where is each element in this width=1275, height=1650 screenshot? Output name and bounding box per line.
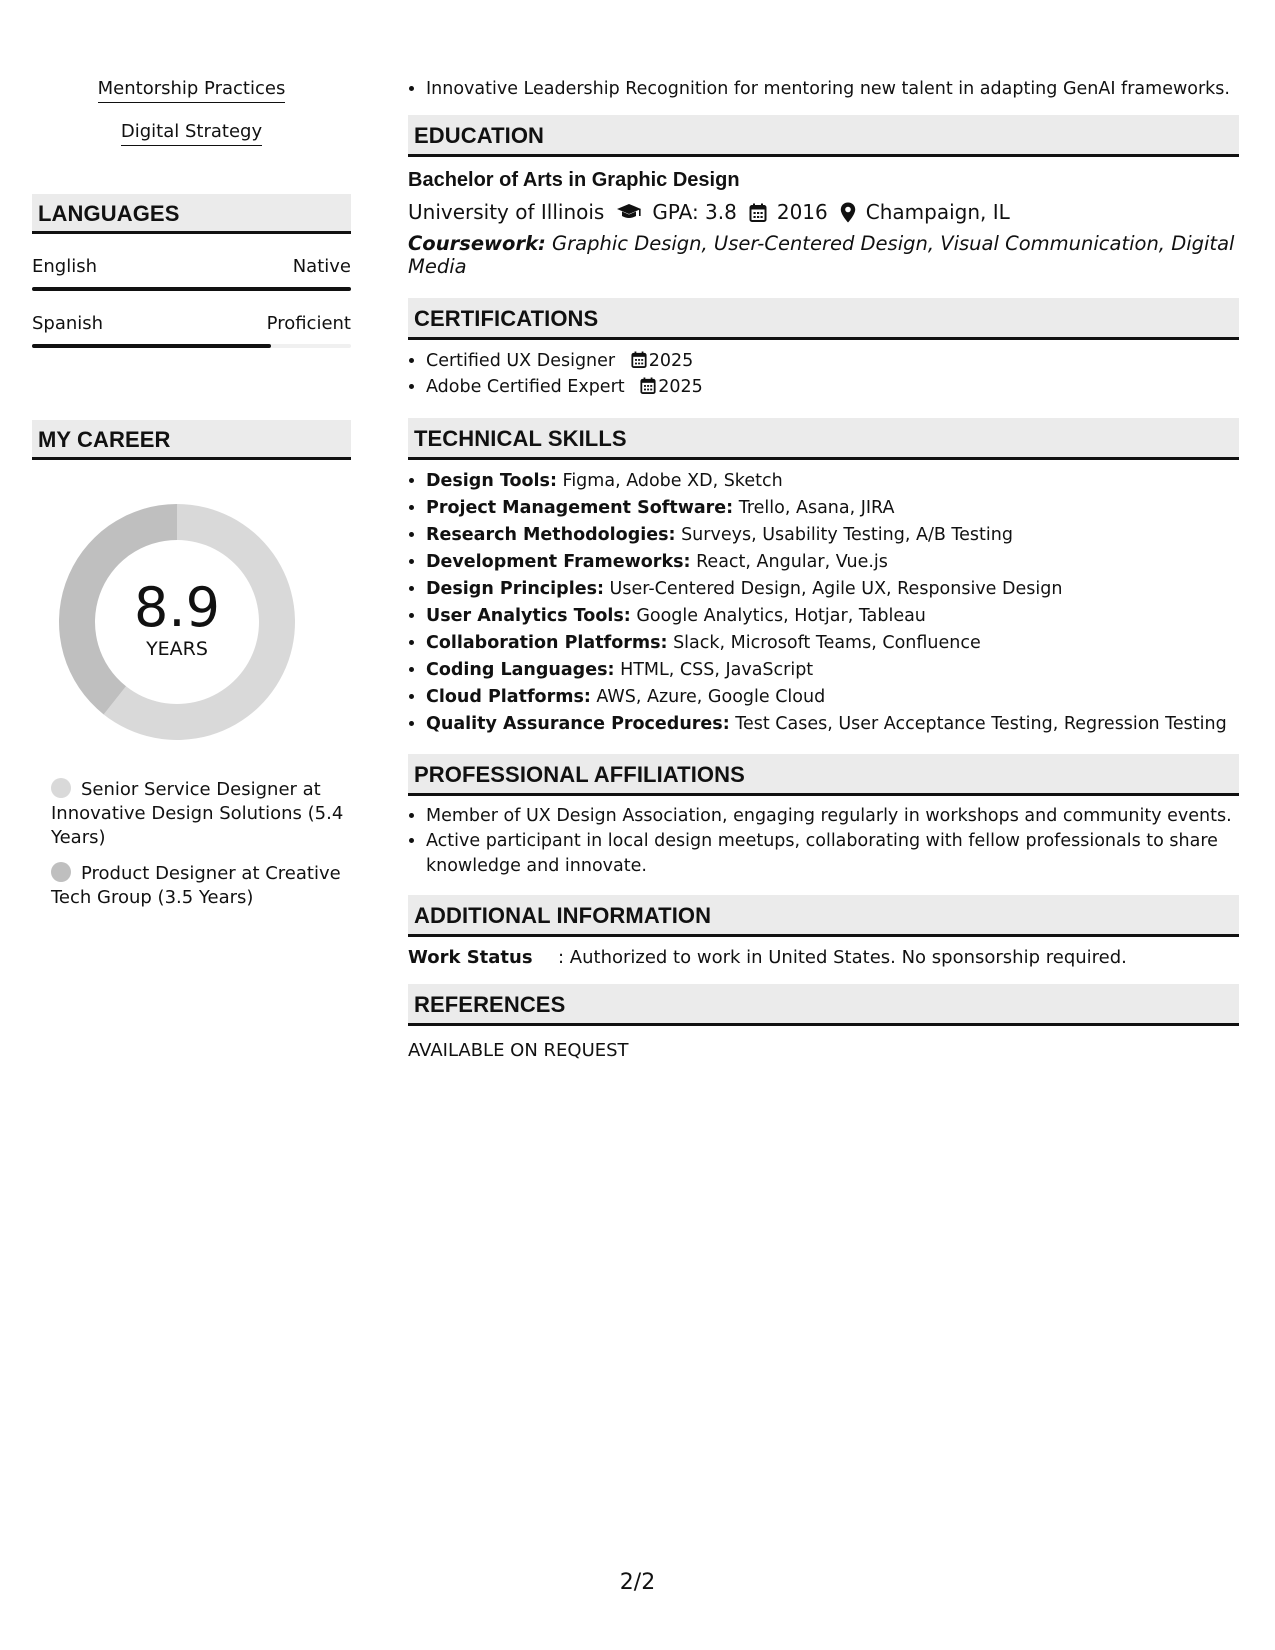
skill-values: Google Analytics, Hotjar, Tableau: [630, 606, 926, 626]
map-marker-icon: [840, 202, 856, 223]
language-item: [32, 256, 351, 291]
coursework: Coursework: Graphic Design, User-Centered Design, Visual Communication, Digital Media: [408, 232, 1235, 278]
skill-values: Slack, Microsoft Teams, Confluence: [667, 633, 981, 653]
skill-values: Trello, Asana, JIRA: [733, 498, 895, 518]
education-heading: EDUCATION: [408, 115, 1239, 157]
skill-category: Coding Languages:: [426, 660, 615, 680]
work-status-label: Work Status: [408, 947, 533, 968]
graduation-cap-icon: [616, 203, 642, 221]
list-item: • Member of UX Design Association, engaging regularly in workshops and community events.: [426, 804, 1239, 829]
language-name: English: [32, 256, 97, 277]
additional-info-heading: ADDITIONAL INFORMATION: [408, 895, 1239, 937]
skill-category: Cloud Platforms:: [426, 687, 591, 707]
skill-category: Development Frameworks:: [426, 552, 691, 572]
skill-category: Research Methodologies:: [426, 525, 676, 545]
career-total-years: 8.9: [134, 576, 220, 639]
affiliations-list: [408, 804, 1239, 879]
calendar-icon: [631, 351, 647, 368]
skill-item: [426, 522, 1239, 549]
list-item: • Innovative Leadership Recognition for mentoring new talent in adapting GenAI frameworks.: [426, 76, 1239, 103]
language-level: Native: [292, 256, 351, 277]
achievements-list: [408, 76, 1239, 103]
work-status: [408, 947, 1239, 968]
career-years-unit: YEARS: [146, 638, 208, 660]
school-name: University of Illinois: [408, 200, 605, 224]
affiliations-heading: PROFESSIONAL AFFILIATIONS: [408, 754, 1239, 796]
language-name: Spanish: [32, 313, 104, 334]
references-text: AVAILABLE ON REQUEST: [408, 1040, 629, 1061]
skill-category: Design Tools:: [426, 471, 557, 491]
skill-tag: Mentorship Practices: [32, 78, 351, 103]
skill-tag: Digital Strategy: [32, 121, 351, 146]
skill-item: [426, 495, 1239, 522]
technical-skills-list: [408, 468, 1239, 738]
skill-values: React, Angular, Vue.js: [690, 552, 888, 572]
sidebar: [32, 78, 351, 922]
skill-item: [426, 657, 1239, 684]
language-level-bar: [32, 344, 351, 348]
skill-category: User Analytics Tools:: [426, 606, 631, 626]
skill-values: Test Cases, User Acceptance Testing, Regression Testing: [729, 714, 1227, 734]
career-legend-item: Senior Service Designer at Innovative Design Solutions (5.4 Years): [51, 779, 344, 848]
skill-item: [426, 576, 1239, 603]
certifications-list: [408, 348, 1239, 400]
graduation-year: 2016: [776, 200, 828, 224]
language-level-fill: [32, 344, 271, 348]
career-donut-chart: [57, 502, 297, 742]
legend-dot-icon: [51, 778, 71, 798]
skill-values: Surveys, Usability Testing, A/B Testing: [675, 525, 1013, 545]
language-level-fill: [32, 287, 351, 291]
skill-item: [426, 630, 1239, 657]
certifications-heading: CERTIFICATIONS: [408, 298, 1239, 340]
language-level: Proficient: [266, 313, 351, 334]
list-item: • Adobe Certified Expert 2025: [426, 374, 1239, 400]
legend-dot-icon: [51, 862, 71, 882]
career-legend-item: Product Designer at Creative Tech Group (3.5 Years): [51, 863, 341, 908]
work-status-value: : Authorized to work in United States. No sponsorship required.: [558, 947, 1127, 968]
gpa: GPA: 3.8: [652, 200, 737, 224]
skill-values: AWS, Azure, Google Cloud: [590, 687, 826, 707]
languages-heading: LANGUAGES: [32, 194, 351, 234]
references-heading: REFERENCES: [408, 984, 1239, 1026]
education-meta: [408, 200, 1239, 224]
skill-item: [426, 711, 1239, 738]
skill-category: Collaboration Platforms:: [426, 633, 668, 653]
list-item: • Certified UX Designer 2025: [426, 348, 1239, 374]
degree-title: Bachelor of Arts in Graphic Design: [408, 169, 740, 191]
skill-values: Figma, Adobe XD, Sketch: [556, 471, 783, 491]
technical-skills-heading: TECHNICAL SKILLS: [408, 418, 1239, 460]
skill-item: [426, 468, 1239, 495]
skill-values: User-Centered Design, Agile UX, Responsive Design: [603, 579, 1063, 599]
skill-category: Quality Assurance Procedures:: [426, 714, 730, 734]
calendar-icon: [640, 377, 656, 394]
skill-category: Design Principles:: [426, 579, 604, 599]
career-heading: MY CAREER: [32, 420, 351, 460]
skill-item: [426, 684, 1239, 711]
calendar-icon: [749, 203, 767, 222]
page-number: 2/2: [619, 1570, 656, 1595]
list-item: • Active participant in local design meetups, collaborating with fellow professionals to share knowledge and innovate.: [426, 829, 1239, 879]
skill-item: [426, 603, 1239, 630]
skill-category: Project Management Software:: [426, 498, 734, 518]
language-item: [32, 313, 351, 348]
skill-item: [426, 549, 1239, 576]
skill-values: HTML, CSS, JavaScript: [614, 660, 814, 680]
language-level-bar: [32, 287, 351, 291]
school-location: Champaign, IL: [865, 200, 1010, 224]
main-content: [408, 76, 1239, 1061]
